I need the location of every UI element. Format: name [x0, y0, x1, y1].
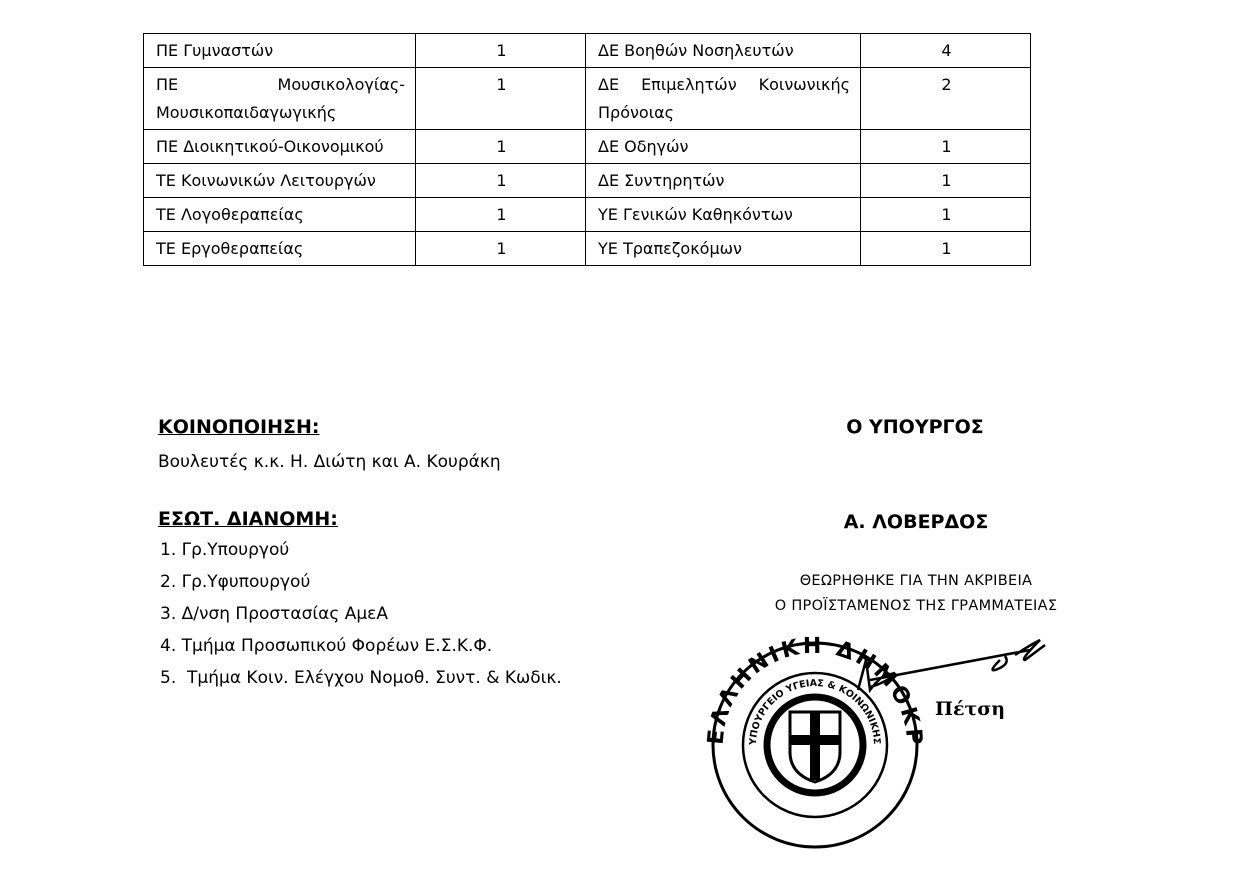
- distribution-item: 4. Τμήμα Προσωπικού Φορέων Ε.Σ.Κ.Φ.: [160, 636, 493, 656]
- right-count-cell: 1: [861, 232, 1031, 266]
- left-name-cell: ΠΕ Μουσικολογίας-Μουσικοπαιδαγωγικής: [144, 68, 416, 130]
- table-row: [144, 68, 1031, 130]
- minister-title: Ο ΥΠΟΥΡΓΟΣ: [846, 416, 984, 438]
- left-name-cell: ΠΕ Γυμναστών: [144, 34, 416, 68]
- right-count-cell: 1: [861, 198, 1031, 232]
- right-name-cell: ΔΕ Επιμελητών Κοινωνικής Πρόνοιας: [586, 68, 861, 130]
- minister-name: Α. ΛΟΒΕΡΔΟΣ: [843, 511, 989, 533]
- distribution-heading: ΕΣΩΤ. ΔΙΑΝΟΜΗ:: [158, 508, 338, 530]
- left-count-cell: 1: [416, 130, 586, 164]
- official-stamp: [700, 630, 1120, 870]
- left-name-cell: ΠΕ Διοικητικού-Οικονομικού: [144, 130, 416, 164]
- positions-table: [143, 33, 1031, 266]
- distribution-item: 3. Δ/νση Προστασίας ΑμεΑ: [160, 604, 388, 624]
- right-count-cell: 2: [861, 68, 1031, 130]
- certified-line2: Ο ΠΡΟΪΣΤΑΜΕΝΟΣ ΤΗΣ ΓΡΑΜΜΑΤΕΙΑΣ: [774, 598, 1058, 614]
- left-name-cell: ΤΕ Κοινωνικών Λειτουργών: [144, 164, 416, 198]
- distribution-item: 2. Γρ.Υφυπουργού: [160, 572, 311, 592]
- right-count-cell: 1: [861, 164, 1031, 198]
- stamp-inner-text: ΥΠΟΥΡΓΕΙΟ ΥΓΕΙΑΣ & ΚΟΙΝΩΝΙΚΗΣ: [747, 677, 883, 746]
- left-count-cell: 1: [416, 68, 586, 130]
- table-row: [144, 130, 1031, 164]
- left-count-cell: 1: [416, 34, 586, 68]
- left-count-cell: 1: [416, 164, 586, 198]
- right-name-cell: ΔΕ Οδηγών: [586, 130, 861, 164]
- right-name-cell: ΔΕ Συντηρητών: [586, 164, 861, 198]
- right-count-cell: 1: [861, 130, 1031, 164]
- distribution-item: 5. Τμήμα Κοιν. Ελέγχου Νομοθ. Συντ. & Κωδικ.: [160, 668, 562, 688]
- table-row: [144, 164, 1031, 198]
- notification-heading: ΚΟΙΝΟΠΟΙΗΣΗ:: [158, 416, 320, 438]
- certified-line1: ΘΕΩΡΗΘΗΚΕ ΓΙΑ ΤΗΝ ΑΚΡΙΒΕΙΑ: [799, 573, 1033, 589]
- right-name-cell: ΔΕ Βοηθών Νοσηλευτών: [586, 34, 861, 68]
- table-row: [144, 232, 1031, 266]
- distribution-item: 1. Γρ.Υπουργού: [160, 540, 290, 560]
- notification-text: Βουλευτές κ.κ. Η. Διώτη και Α. Κουράκη: [158, 452, 501, 472]
- left-name-cell: ΤΕ Λογοθεραπείας: [144, 198, 416, 232]
- left-count-cell: 1: [416, 232, 586, 266]
- left-name-cell: ΤΕ Εργοθεραπείας: [144, 232, 416, 266]
- right-name-cell: ΥΕ Τραπεζοκόμων: [586, 232, 861, 266]
- signer-name: Πέτση: [935, 698, 1006, 720]
- table-row: [144, 198, 1031, 232]
- left-count-cell: 1: [416, 198, 586, 232]
- stamp-outer-text: ΕΛΛΗΝΙΚΗ ΔΗΜΟΚΡ: [703, 633, 927, 749]
- right-name-cell: ΥΕ Γενικών Καθηκόντων: [586, 198, 861, 232]
- right-count-cell: 4: [861, 34, 1031, 68]
- table-row: [144, 34, 1031, 68]
